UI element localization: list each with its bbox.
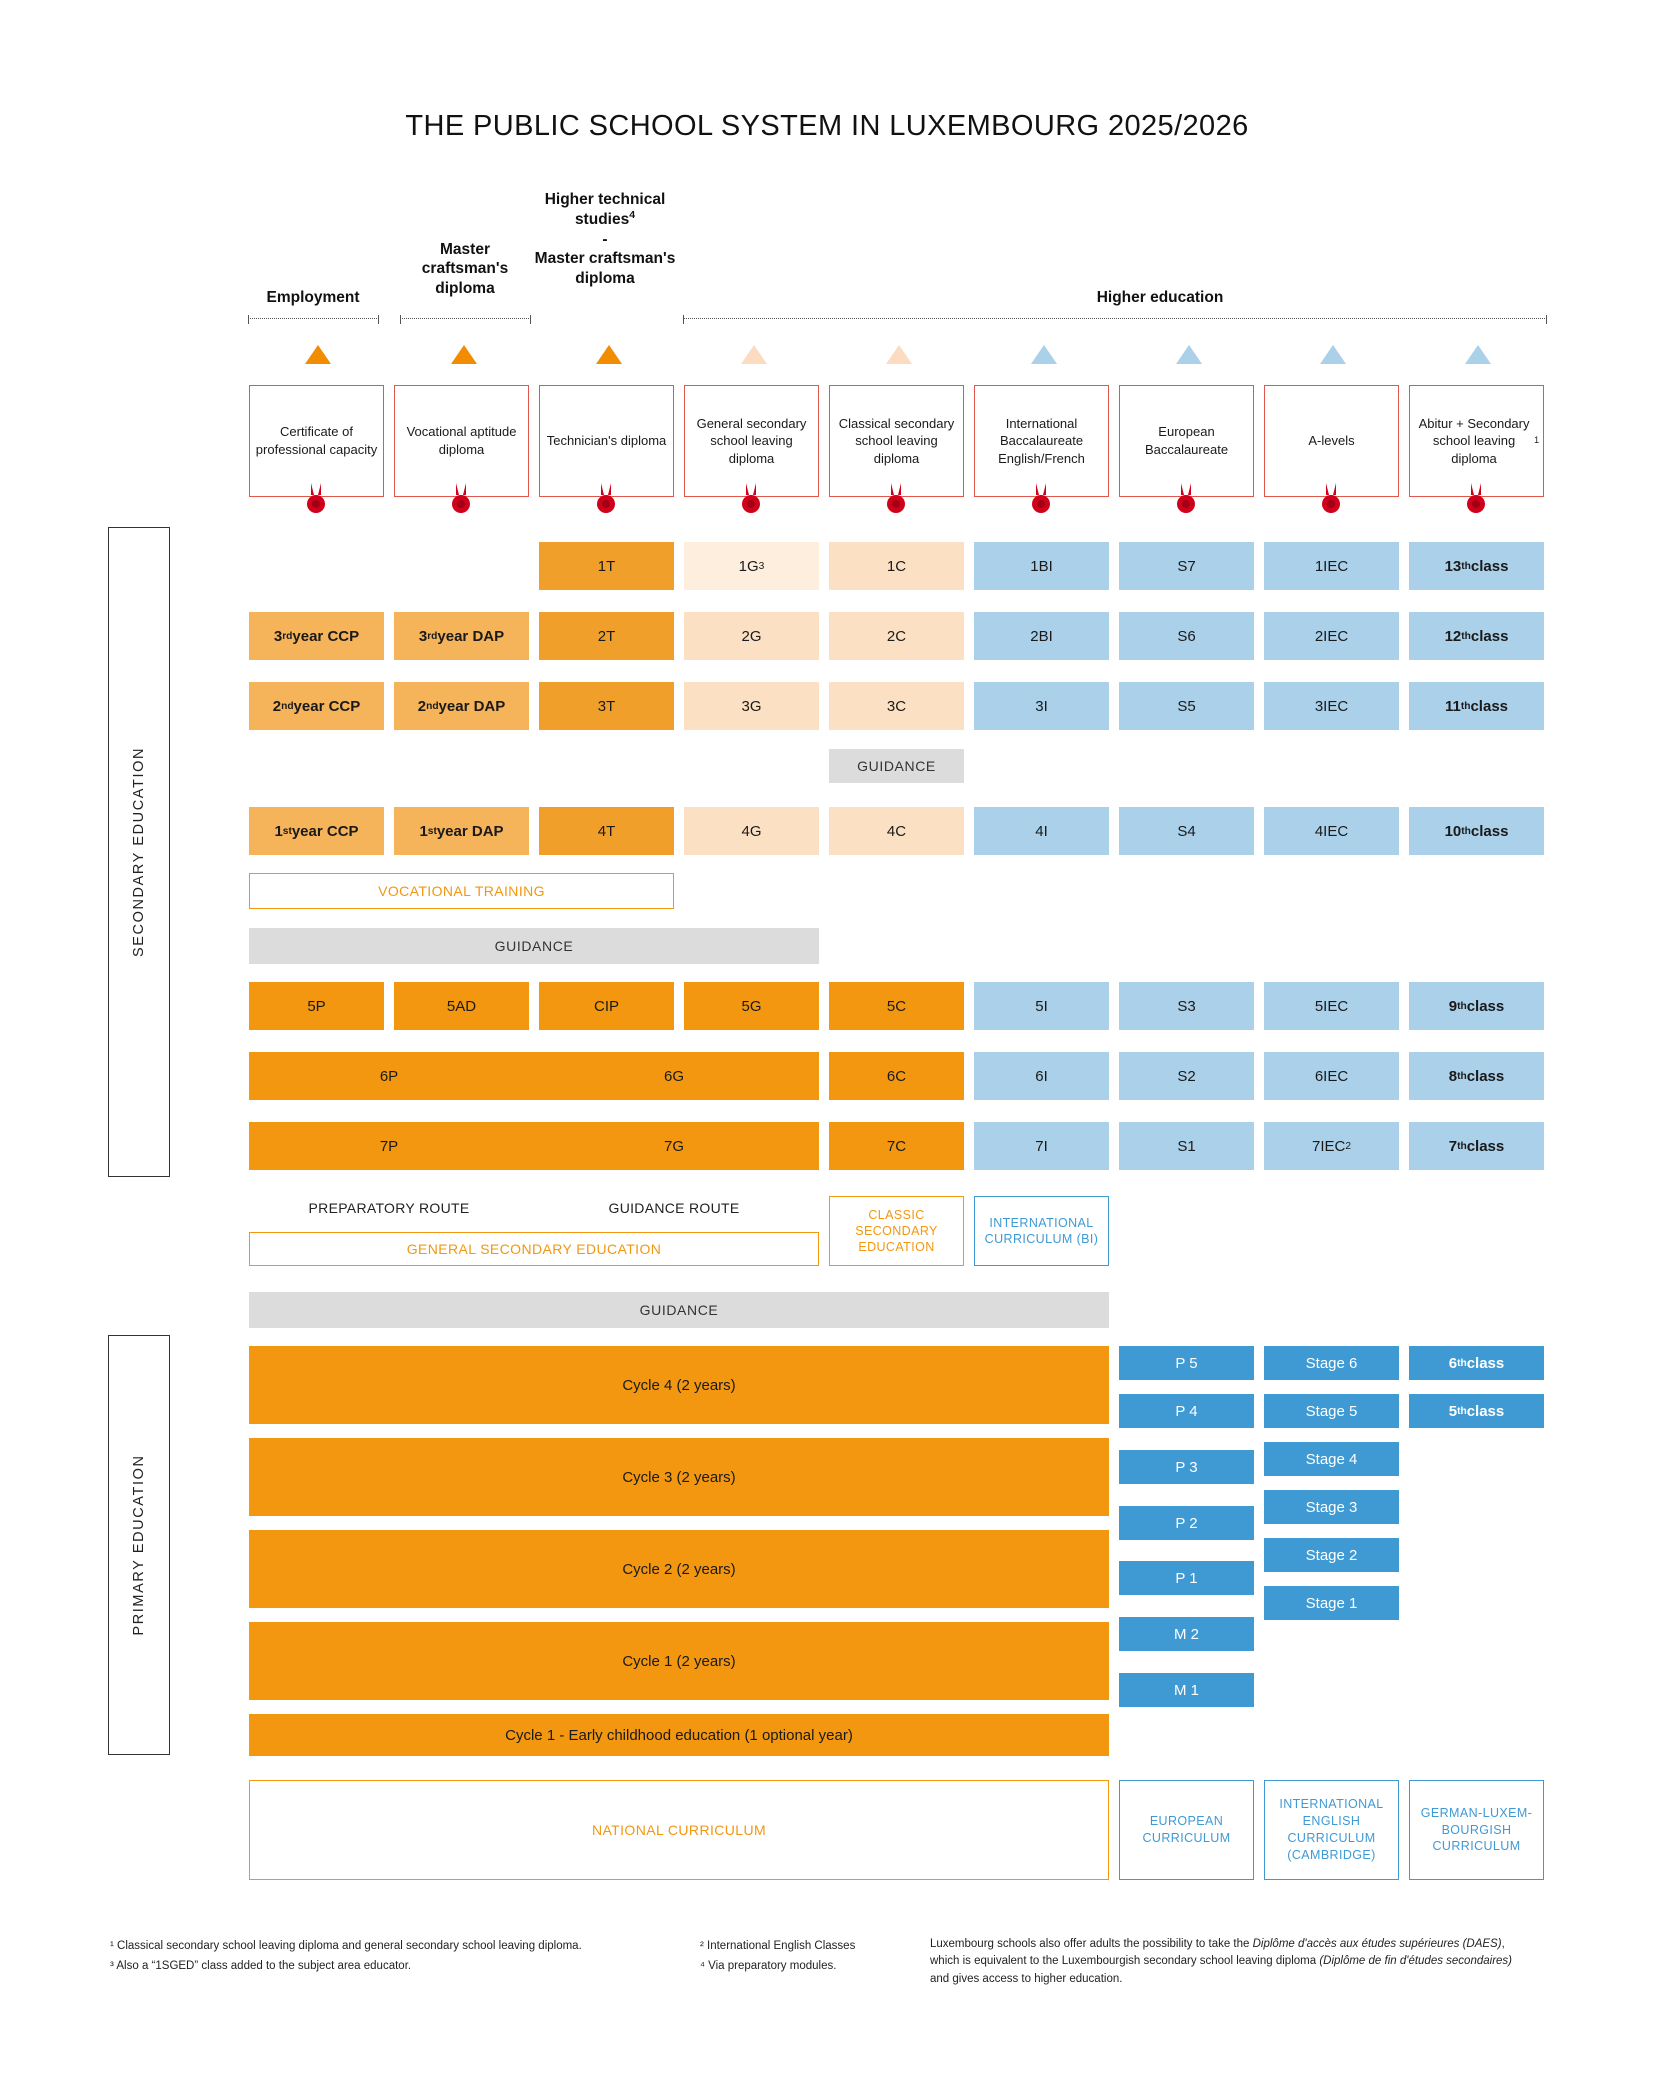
medal-icon	[448, 482, 474, 516]
label-guidance-route: GUIDANCE ROUTE	[608, 1200, 740, 1216]
cycle-3: Cycle 3 (2 years)	[249, 1438, 1109, 1516]
cell-11th-class: 11 th class	[1409, 682, 1544, 730]
band-national-curriculum: NATIONAL CURRICULUM	[249, 1780, 1109, 1880]
band-international-english-curriculum: INTERNATIONAL ENGLISH CURRICULUM (CAMBRIDGE)	[1264, 1780, 1399, 1880]
arrow-general-secondary	[741, 345, 767, 364]
label-employment: Employment	[266, 289, 360, 306]
cell-S6: S6	[1119, 612, 1254, 660]
label-higher-education: Higher education	[1096, 289, 1224, 306]
cycle-2: Cycle 2 (2 years)	[249, 1530, 1109, 1608]
cell-P2: P 2	[1119, 1506, 1254, 1540]
medal-icon	[1173, 482, 1199, 516]
cell-P5: P 5	[1119, 1346, 1254, 1380]
cell-4C: 4C	[829, 807, 964, 855]
arrow-classical-secondary	[886, 345, 912, 364]
cell-M1: M 1	[1119, 1673, 1254, 1707]
cell-1T: 1T	[539, 542, 674, 590]
footnote-3: ³ Also a “1SGED” class added to the subject area educator.	[110, 1960, 412, 1972]
guidance-classic: GUIDANCE	[829, 749, 964, 783]
band-vocational-training: VOCATIONAL TRAINING	[249, 873, 674, 909]
cell-2nd-year-dap: 2 nd year DAP	[394, 682, 529, 730]
cell-5G: 5G	[684, 982, 819, 1030]
cell-1st-year-ccp: 1 st year CCP	[249, 807, 384, 855]
cell-5C: 5C	[829, 982, 964, 1030]
cell-S5: S5	[1119, 682, 1254, 730]
cell-stage-5: Stage 5	[1264, 1394, 1399, 1428]
diploma-box-certificate-of-professional-capacity: Certificate of professional capacity	[249, 385, 384, 497]
rail-primary-education	[108, 1335, 170, 1755]
cell-S3: S3	[1119, 982, 1254, 1030]
rail-label-secondary: SECONDARY EDUCATION	[131, 746, 147, 958]
cell-10th-class: 10 th class	[1409, 807, 1544, 855]
cell-3G: 3G	[684, 682, 819, 730]
cell-4G: 4G	[684, 807, 819, 855]
cell-S2: S2	[1119, 1052, 1254, 1100]
cell-2T: 2T	[539, 612, 674, 660]
rule-higher-education	[683, 318, 1547, 320]
cell-7IEC: 7IEC 2	[1264, 1122, 1399, 1170]
medal-icon	[1318, 482, 1344, 516]
cell-stage-4: Stage 4	[1264, 1442, 1399, 1476]
label-higher-technical-studies: Higher technical studies$^4$ - Master craftsman's diploma	[534, 191, 676, 287]
arrow-master-craftsman	[451, 345, 477, 364]
cell-P4: P 4	[1119, 1394, 1254, 1428]
diploma-box-technicians-diploma: Technician's diploma	[539, 385, 674, 497]
cell-stage-6: Stage 6	[1264, 1346, 1399, 1380]
band-european-curriculum: EUROPEAN CURRICULUM	[1119, 1780, 1254, 1880]
cell-2BI: 2BI	[974, 612, 1109, 660]
band-international-curriculum: INTERNATIONAL CURRICULUM (BI)	[974, 1196, 1109, 1266]
footnote-daes-note: Luxembourg schools also offer adults the possibility to take the Diplôme d'accès aux études supérieures (DAES), which is equivalent to the Luxembourgish secondary school leaving diploma (Diplôme de fin d'études secondaires) and gives access to higher education.	[930, 1938, 1512, 1985]
cell-1BI: 1BI	[974, 542, 1109, 590]
cell-2G: 2G	[684, 612, 819, 660]
rule-employment	[248, 318, 379, 320]
cell-1C: 1C	[829, 542, 964, 590]
cell-5P: 5P	[249, 982, 384, 1030]
cell-6P: 6P	[249, 1052, 529, 1100]
cell-P3: P 3	[1119, 1450, 1254, 1484]
footnote-4: ⁴ Via preparatory modules.	[700, 1960, 837, 1972]
medal-icon	[1028, 482, 1054, 516]
rail-secondary-education	[108, 527, 170, 1177]
cell-7I: 7I	[974, 1122, 1109, 1170]
cell-3rd-year-ccp: 3 rd year CCP	[249, 612, 384, 660]
medal-icon	[738, 482, 764, 516]
cell-9th-class: 9 th class	[1409, 982, 1544, 1030]
cell-stage-3: Stage 3	[1264, 1490, 1399, 1524]
arrow-a-levels	[1320, 345, 1346, 364]
cycle-1-early-childhood: Cycle 1 - Early childhood education (1 optional year)	[249, 1714, 1109, 1756]
rule-master-craftsman	[400, 318, 531, 320]
cell-7P: 7P	[249, 1122, 529, 1170]
rail-label-primary: PRIMARY EDUCATION	[131, 1454, 147, 1636]
cell-1G: 1G 3	[684, 542, 819, 590]
footnote-1: ¹ Classical secondary school leaving diploma and general secondary school leaving diploma.	[110, 1940, 582, 1952]
cell-S7: S7	[1119, 542, 1254, 590]
cell-3rd-year-dap: 3 rd year DAP	[394, 612, 529, 660]
cell-1st-year-dap: 1 st year DAP	[394, 807, 529, 855]
diploma-box-abitur-secondary-school-leaving-diploma: Abitur + Secondary school leaving diploma 1	[1409, 385, 1544, 497]
diploma-box-general-secondary-school-leaving-diploma: General secondary school leaving diploma	[684, 385, 819, 497]
medal-icon	[303, 482, 329, 516]
cell-7th-class: 7 th class	[1409, 1122, 1544, 1170]
band-classic-secondary-education: CLASSIC SECONDARY EDUCATION	[829, 1196, 964, 1266]
cell-2C: 2C	[829, 612, 964, 660]
cell-7G: 7G	[529, 1122, 819, 1170]
cell-7C: 7C	[829, 1122, 964, 1170]
arrow-european-bac	[1176, 345, 1202, 364]
cell-4T: 4T	[539, 807, 674, 855]
band-german-luxembourgish-curriculum: GERMAN-LUXEM-BOURGISH CURRICULUM	[1409, 1780, 1544, 1880]
cell-12th-class: 12 th class	[1409, 612, 1544, 660]
cell-6th-class: 6 th class	[1409, 1346, 1544, 1380]
footnote-2: ² International English Classes	[700, 1940, 856, 1952]
arrow-employment	[305, 345, 331, 364]
page-title: THE PUBLIC SCHOOL SYSTEM IN LUXEMBOURG 2025/2026	[405, 110, 1249, 142]
cell-S4: S4	[1119, 807, 1254, 855]
guidance-bottom: GUIDANCE	[249, 1292, 1109, 1328]
guidance-mid: GUIDANCE	[249, 928, 819, 964]
label-master-craftsman: Master craftsman's diploma	[421, 241, 509, 297]
band-general-secondary-education: GENERAL SECONDARY EDUCATION	[249, 1232, 819, 1266]
cell-P1: P 1	[1119, 1561, 1254, 1595]
cell-1IEC: 1IEC	[1264, 542, 1399, 590]
arrow-abitur	[1465, 345, 1491, 364]
cell-6G: 6G	[529, 1052, 819, 1100]
label-preparatory-route: PREPARATORY ROUTE	[308, 1200, 470, 1216]
cell-6C: 6C	[829, 1052, 964, 1100]
cell-4IEC: 4IEC	[1264, 807, 1399, 855]
cell-5I: 5I	[974, 982, 1109, 1030]
cell-2nd-year-ccp: 2 nd year CCP	[249, 682, 384, 730]
cell-S1: S1	[1119, 1122, 1254, 1170]
diploma-box-a-levels: A-levels	[1264, 385, 1399, 497]
diploma-box-international-baccalaureate: International Baccalaureate English/French	[974, 385, 1109, 497]
arrow-higher-technical	[596, 345, 622, 364]
medal-icon	[593, 482, 619, 516]
cell-5IEC: 5IEC	[1264, 982, 1399, 1030]
arrow-international-bac	[1031, 345, 1057, 364]
medal-icon	[1463, 482, 1489, 516]
diploma-box-european-baccalaureate: European Baccalaureate	[1119, 385, 1254, 497]
cell-3T: 3T	[539, 682, 674, 730]
cell-2IEC: 2IEC	[1264, 612, 1399, 660]
diploma-box-vocational-aptitude-diploma: Vocational aptitude diploma	[394, 385, 529, 497]
diploma-box-classical-secondary-school-leaving-diploma: Classical secondary school leaving diploma	[829, 385, 964, 497]
cell-4I: 4I	[974, 807, 1109, 855]
cell-8th-class: 8 th class	[1409, 1052, 1544, 1100]
cell-13th-class: 13 th class	[1409, 542, 1544, 590]
cell-3IEC: 3IEC	[1264, 682, 1399, 730]
cycle-4: Cycle 4 (2 years)	[249, 1346, 1109, 1424]
cycle-1: Cycle 1 (2 years)	[249, 1622, 1109, 1700]
cell-5AD: 5AD	[394, 982, 529, 1030]
cell-6IEC: 6IEC	[1264, 1052, 1399, 1100]
medal-icon	[883, 482, 909, 516]
cell-3I: 3I	[974, 682, 1109, 730]
cell-stage-2: Stage 2	[1264, 1538, 1399, 1572]
cell-6I: 6I	[974, 1052, 1109, 1100]
cell-CIP: CIP	[539, 982, 674, 1030]
cell-5th-class: 5 th class	[1409, 1394, 1544, 1428]
cell-M2: M 2	[1119, 1617, 1254, 1651]
cell-3C: 3C	[829, 682, 964, 730]
cell-stage-1: Stage 1	[1264, 1586, 1399, 1620]
